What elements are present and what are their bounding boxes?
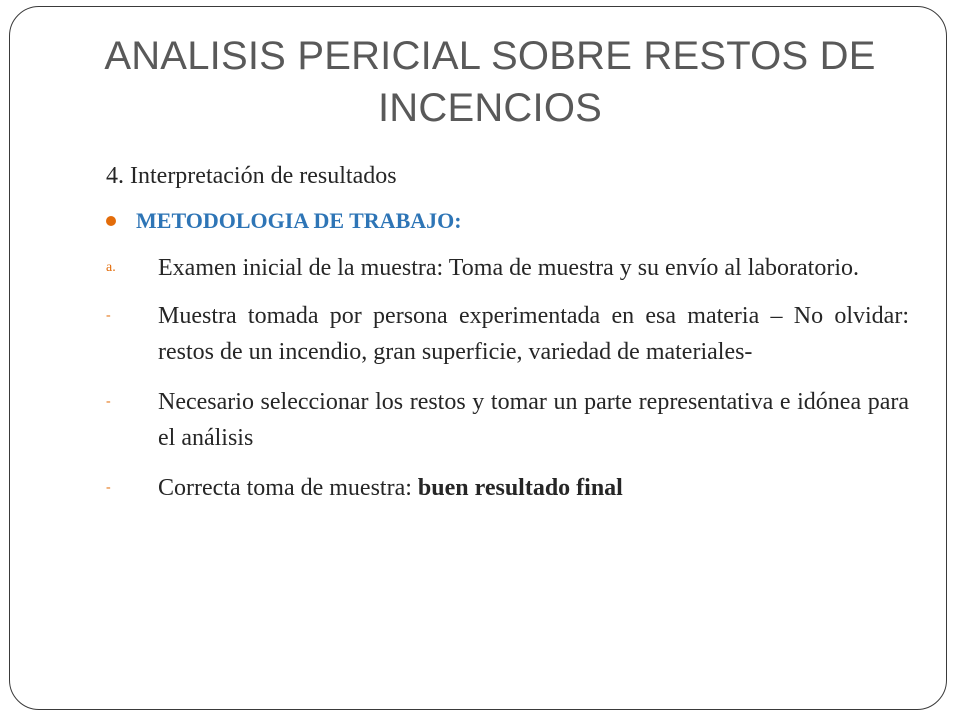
list-item xyxy=(106,298,909,370)
slide-body xyxy=(106,158,909,520)
list-item xyxy=(106,470,909,506)
methodology-bullet xyxy=(106,206,909,236)
list-marker: a. xyxy=(106,260,116,275)
list-marker: - xyxy=(106,308,111,323)
list-item xyxy=(106,250,909,286)
list-marker: - xyxy=(106,394,111,409)
list-item-text: Examen inicial de la muestra: Toma de muestra y su envío al laboratorio. xyxy=(158,255,859,281)
methodology-heading: METODOLOGIA DE TRABAJO: xyxy=(136,208,462,233)
section-subtitle: 4. Interpretación de resultados xyxy=(106,163,397,189)
list-marker: - xyxy=(106,480,111,495)
bullet-dot-icon xyxy=(106,216,116,226)
slide-title: ANALISIS PERICIAL SOBRE RESTOS DE INCENCIOS xyxy=(104,34,876,130)
list-item-text-prefix: Correcta toma de muestra: xyxy=(158,475,418,501)
list-item-text: Muestra tomada por persona experimentada en esa materia – No olvidar: restos de un incendio, gran superficie, variedad de materiales- xyxy=(158,303,909,365)
list-item-text-strong: buen resultado final xyxy=(417,475,623,501)
list-item xyxy=(106,384,909,456)
list-item-text: Necesario seleccionar los restos y tomar un parte representativa e idónea para el análisis xyxy=(158,389,909,451)
